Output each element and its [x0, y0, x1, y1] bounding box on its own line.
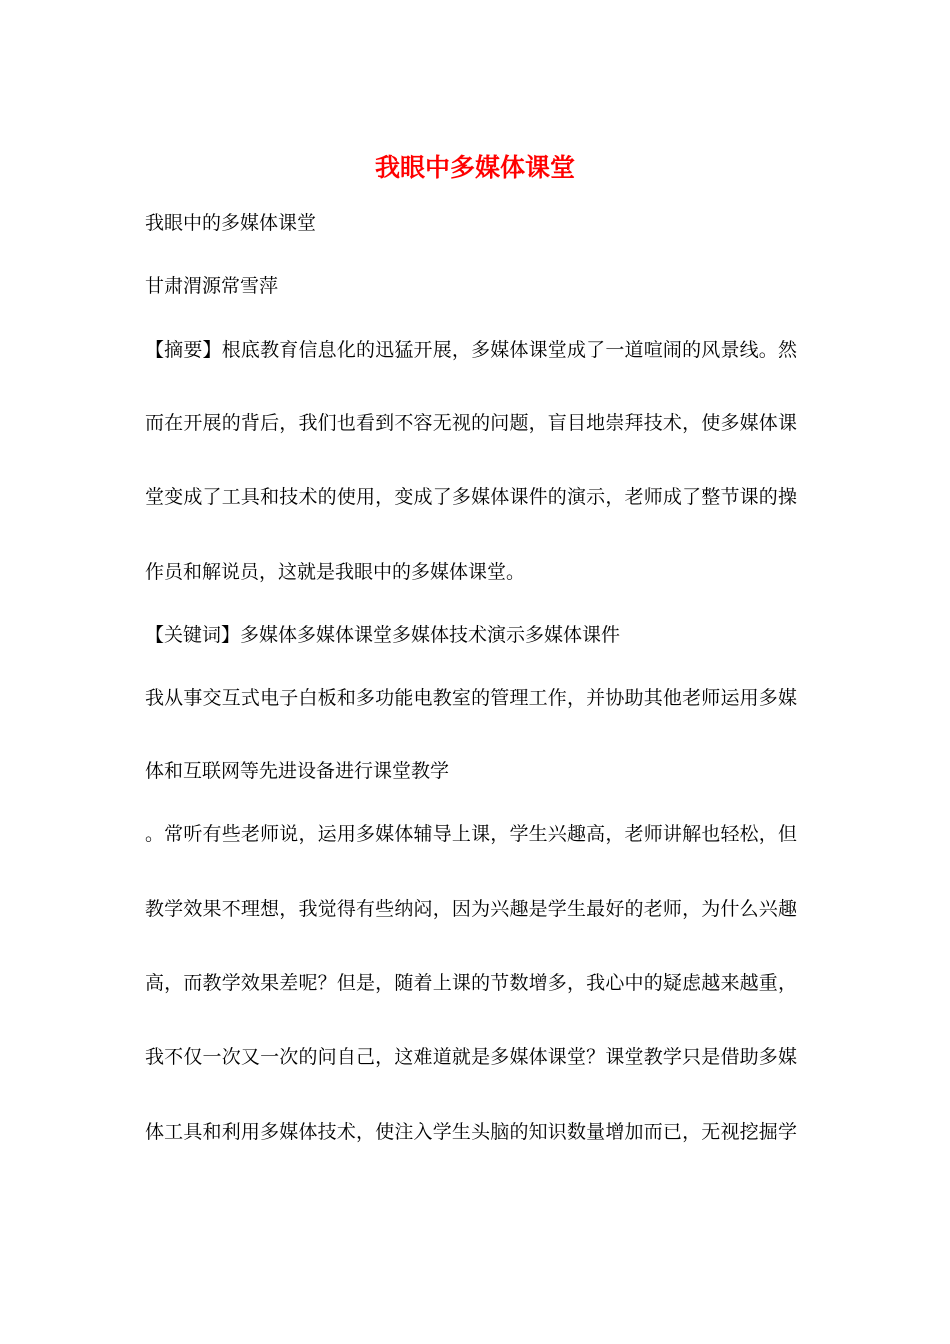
abstract-line: 堂变成了工具和技术的使用，变成了多媒体课件的演示，老师成了整节课的操 — [145, 486, 797, 508]
body-line: 体工具和利用多媒体技术，使注入学生头脑的知识数量增加而已，无视挖掘学 — [145, 1121, 797, 1143]
body-line: 我从事交互式电子白板和多功能电教室的管理工作，并协助其他老师运用多媒 — [145, 687, 797, 709]
abstract-line: 而在开展的背后，我们也看到不容无视的问题，盲目地崇拜技术，使多媒体课 — [145, 412, 797, 434]
body-line: 高，而教学效果差呢？但是，随着上课的节数增多，我心中的疑虑越来越重， — [145, 972, 797, 994]
body-line: 我不仅一次又一次的问自己，这难道就是多媒体课堂？课堂教学只是借助多媒 — [145, 1046, 797, 1068]
body-line: 体和互联网等先进设备进行课堂教学 — [145, 760, 450, 782]
abstract-line: 作员和解说员，这就是我眼中的多媒体课堂。 — [145, 561, 526, 583]
abstract-line: 【摘要】根底教育信息化的迅猛开展，多媒体课堂成了一道喧闹的风景线。然 — [145, 339, 797, 361]
body-line: 。常听有些老师说，运用多媒体辅导上课，学生兴趣高，老师讲解也轻松，但 — [145, 823, 797, 845]
keywords-line: 【关键词】多媒体多媒体课堂多媒体技术演示多媒体课件 — [145, 624, 621, 646]
body-line: 教学效果不理想，我觉得有些纳闷，因为兴趣是学生最好的老师，为什么兴趣 — [145, 898, 797, 920]
document-subtitle: 我眼中的多媒体课堂 — [145, 212, 317, 234]
document-title: 我眼中多媒体课堂 — [374, 153, 575, 182]
document-author: 甘肃渭源常雪萍 — [145, 275, 279, 297]
